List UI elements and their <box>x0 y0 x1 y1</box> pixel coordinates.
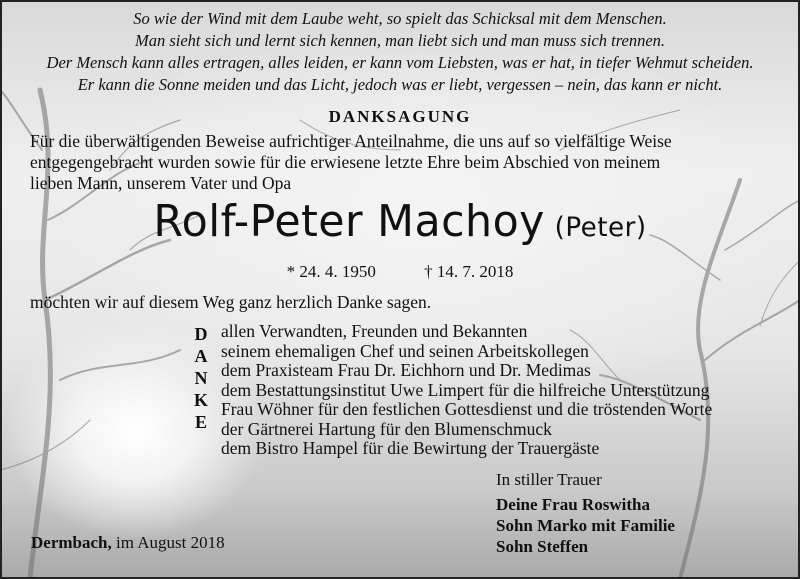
danke-letter: E <box>194 412 207 432</box>
list-item: der Gärtnerei Hartung für den Blumenschmuck <box>221 418 552 439</box>
list-item: dem Bestattungsinstitut Uwe Limpert für die hilfreiche Unterstützung <box>221 379 710 400</box>
deceased-name: Rolf-Peter Machoy <box>153 196 545 247</box>
danke-letter: D <box>194 324 208 344</box>
family-member: Deine Frau Roswitha <box>496 495 650 514</box>
date-text: im August 2018 <box>115 533 225 552</box>
danke-letter: A <box>194 346 208 366</box>
family-member: Sohn Marko mit Familie <box>496 516 675 535</box>
life-dates <box>0 262 800 282</box>
deceased-name-block <box>12 196 788 247</box>
mourning-label: In stiller Trauer <box>496 470 602 489</box>
deceased-nickname: (Peter) <box>554 212 647 243</box>
thanks-intro: möchten wir auf diesem Weg ganz herzlich Danke sagen. <box>30 292 432 312</box>
list-item: seinem ehemaligen Chef und seinen Arbeitskollegen <box>221 340 589 361</box>
danke-letter: K <box>193 390 208 410</box>
poem-line: So wie der Wind mit dem Laube weht, so spielt das Schicksal mit dem Menschen. <box>133 9 667 28</box>
list-item: dem Bistro Hampel für die Bewirtung der Trauergäste <box>221 438 600 458</box>
family-member: Sohn Steffen <box>496 537 589 556</box>
thanks-list <box>221 322 712 459</box>
thanks-line: lieben Mann, unserem Vater und Opa <box>30 173 292 193</box>
birth-date: * 24. 4. 1950 <box>286 262 376 281</box>
poem <box>0 8 800 96</box>
poem-line: Er kann die Sonne meiden und das Licht, jedoch was er liebt, vergessen – nein, das kann er nicht. <box>77 75 723 94</box>
list-item: allen Verwandten, Freunden und Bekannten <box>221 321 528 341</box>
poem-line: Man sieht sich und lernt sich kennen, man liebt sich und man muss sich trennen. <box>134 31 666 50</box>
page-title: DANKSAGUNG <box>328 107 472 126</box>
list-item: dem Praxisteam Frau Dr. Eichhorn und Dr. Medimas <box>221 360 591 380</box>
thanks-paragraph <box>30 131 790 194</box>
thanks-line: entgegengebracht wurden sowie für die erwiesene letzte Ehre beim Abschied von meinem <box>30 152 661 172</box>
list-item: Frau Wöhner für den festlichen Gottesdienst und die tröstenden Worte <box>221 399 713 419</box>
danke-acrostic <box>192 323 210 433</box>
danke-letter: N <box>194 368 208 388</box>
place-date <box>31 533 225 553</box>
thanks-line: Für die überwältigenden Beweise aufrichtiger Anteilnahme, die uns auf so vielfältige Weise <box>30 131 672 151</box>
poem-line: Der Mensch kann alles ertragen, alles leiden, er kann vom Liebsten, was er hat, in tiefer Wehmut scheiden. <box>46 53 754 72</box>
death-date: † 14. 7. 2018 <box>424 262 514 281</box>
place-name: Dermbach, <box>31 533 112 552</box>
family-signatures <box>496 494 675 557</box>
